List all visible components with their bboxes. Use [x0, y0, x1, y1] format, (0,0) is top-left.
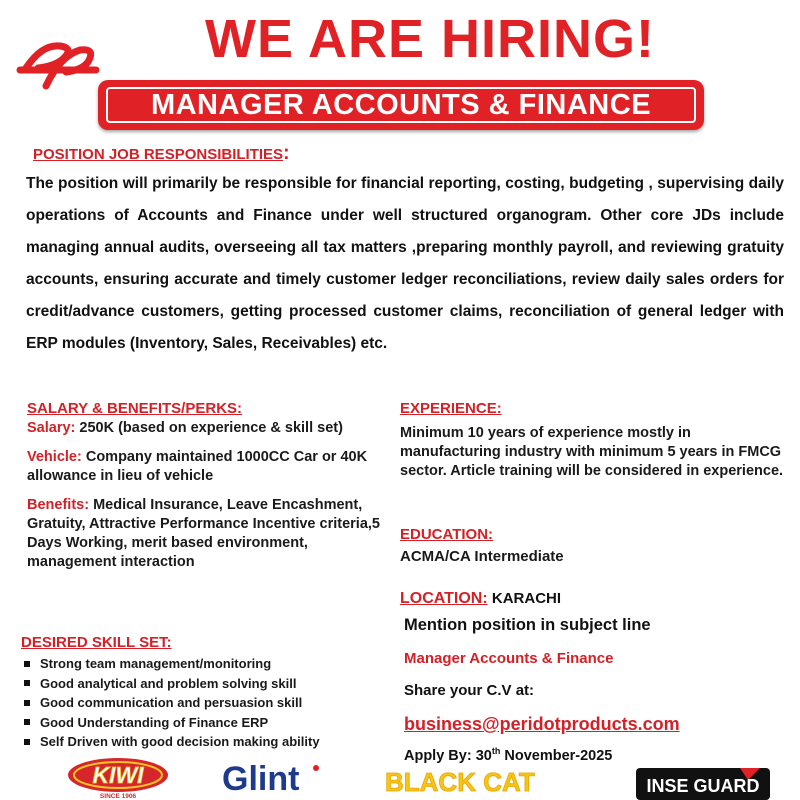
location-heading: LOCATION: — [400, 590, 488, 607]
skill-item — [22, 674, 392, 694]
responsibilities-heading-colon: : — [283, 142, 290, 164]
bullet-icon — [24, 739, 30, 745]
location-value: KARACHI — [491, 590, 562, 607]
skill-text: Self Driven with good decision making ability — [40, 734, 320, 749]
education-heading: EDUCATION: — [400, 526, 494, 543]
inseguard-logo — [636, 766, 770, 800]
position-title: MANAGER ACCOUNTS & FINANCE — [150, 88, 652, 121]
skill-text: Good communication and persuasion skill — [40, 695, 303, 710]
skill-item — [22, 713, 392, 733]
apply-deadline-suffix: November-2025 — [500, 747, 613, 764]
salary-value: 250K (based on experience & skill set) — [75, 420, 343, 436]
bullet-icon — [24, 700, 30, 706]
bullet-icon — [24, 719, 30, 725]
kiwi-wordmark: KIWI — [92, 762, 144, 788]
skill-text: Good analytical and problem solving skill — [40, 675, 297, 691]
salary-benefits-heading: SALARY & BENEFITS/PERKS: — [27, 400, 243, 417]
apply-deadline-prefix: Apply By: 30 — [404, 747, 492, 764]
salary-paragraph — [27, 419, 387, 438]
skill-item — [22, 693, 392, 713]
responsibilities-heading — [33, 142, 290, 165]
inseguard-wordmark: INSE GUARD — [646, 776, 760, 796]
experience-heading: EXPERIENCE: — [400, 400, 502, 417]
benefits-value: Medical Insurance, Leave Encashment, Gratuity, Attractive Performance Incentive criteria,5 Days Working, merit based environment, management interaction — [27, 497, 380, 570]
company-logo — [16, 38, 100, 90]
glint-wordmark: Glint — [222, 760, 300, 798]
position-title-frame — [106, 87, 696, 123]
benefits-paragraph — [27, 496, 387, 572]
salary-benefits-section — [27, 400, 387, 572]
share-cv-text: Share your C.V at: — [404, 682, 535, 699]
bullet-icon — [24, 680, 30, 686]
responsibilities-heading-text: POSITION JOB RESPONSIBILITIES — [33, 146, 284, 163]
kiwi-since: SINCE 1906 — [99, 793, 137, 800]
kiwi-logo — [64, 757, 172, 799]
salary-label: Salary: — [27, 420, 76, 436]
apply-deadline — [404, 746, 612, 764]
education-text: ACMA/CA Intermediate — [400, 548, 564, 565]
vehicle-paragraph — [27, 448, 387, 486]
glint-logo — [220, 758, 330, 798]
skill-item — [22, 732, 392, 752]
skill-text: Good Understanding of Finance ERP — [40, 714, 269, 730]
location-line — [400, 590, 561, 608]
mention-instruction: Mention position in subject line — [404, 616, 651, 634]
skill-item — [22, 654, 392, 674]
skills-list — [22, 654, 392, 752]
skill-text: Strong team management/monitoring — [40, 656, 272, 671]
email-link[interactable]: business@peridotproducts.com — [404, 714, 680, 734]
hiring-headline: WE ARE HIRING! — [205, 9, 655, 69]
benefits-label: Benefits: — [27, 497, 90, 513]
subject-line-position: Manager Accounts & Finance — [404, 650, 614, 667]
experience-text: Minimum 10 years of experience mostly in manufacturing industry with minimum 5 years in FMCG sector. Article training will be considered in experience. — [400, 425, 784, 479]
bullet-icon — [24, 661, 30, 667]
position-title-banner — [98, 80, 704, 130]
vehicle-label: Vehicle: — [27, 449, 82, 465]
vehicle-value: Company maintained 1000CC Car or 40K allowance in lieu of vehicle — [27, 449, 368, 484]
blackcat-logo — [385, 764, 535, 798]
apply-deadline-sup: th — [491, 746, 501, 756]
blackcat-wordmark: BLACK CAT — [385, 767, 535, 797]
skills-heading: DESIRED SKILL SET: — [21, 634, 172, 651]
responsibilities-text: The position will primarily be responsible for financial reporting, costing, budgeting , supervising daily operations of Accounts and Finance under well structured organogram. Other core JDs include managing annual audits, overseeing all tax matters ,preparing monthly payroll, and reviewing gratuity accounts, ensuring accurate and timely customer ledger reconciliations, review daily sales orders for credit/advance customers, getting processed customer claims, reconciliation of general ledger with ERP modules (Inventory, Sales, Receivables) etc. — [26, 175, 784, 352]
